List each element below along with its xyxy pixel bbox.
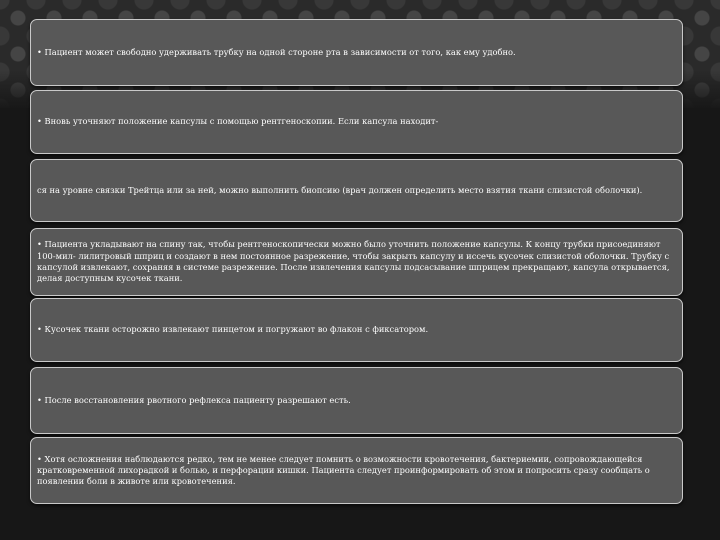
bullet-box — [30, 19, 683, 86]
bullet-box — [30, 159, 683, 222]
bullet-box — [30, 298, 683, 362]
bullet-box — [30, 90, 683, 154]
bullet-text: • Хотя осложнения наблюдаются редко, тем не менее следует помнить о возможности кровотечения, бактериемии, сопровождающейся кратковременной лихорадкой и болью, и перфорации кишки. Пациента следует проинформировать об этом и попросить сразу сообщать о появлении боли в животе или кровотечения. — [37, 453, 650, 487]
bullet-box — [30, 367, 683, 434]
bullet-text: ся на уровне связки Трейтца или за ней, можно выполнить биопсию (врач должен определить место взятия ткани слизистой оболочки). — [37, 184, 643, 195]
bullet-text: • После восстановления рвотного рефлекса пациенту разрешают есть. — [37, 394, 351, 405]
bullet-box — [30, 228, 683, 296]
bullet-text: • Кусочек ткани осторожно извлекают пинцетом и погружают во флакон с фиксатором. — [37, 324, 429, 335]
bullet-box — [30, 437, 683, 504]
bullet-text: • Пациент может свободно удерживать трубку на одной стороне рта в зависимости от того, как ему удобно. — [37, 46, 516, 57]
bullet-text: • Пациента укладывают на спину так, чтобы рентгеноскопически можно было уточнить положение капсулы. К концу трубки присоединяют 100-мил- лилитровый шприц и создают в нем постоянное разрежение, чтобы закрыть капсулу и иссечь кусочек слизистой оболочки. Трубку с капсулой извлекают, сохраняя в системе разрежение. После извлечения капсулы подсасывание шприцем прекращают, капсула открывается, делая доступным кусочек ткани. — [37, 239, 670, 284]
bullet-text: • Вновь уточняют положение капсулы с помощью рентгеноскопии. Если капсула находит- — [37, 116, 439, 127]
